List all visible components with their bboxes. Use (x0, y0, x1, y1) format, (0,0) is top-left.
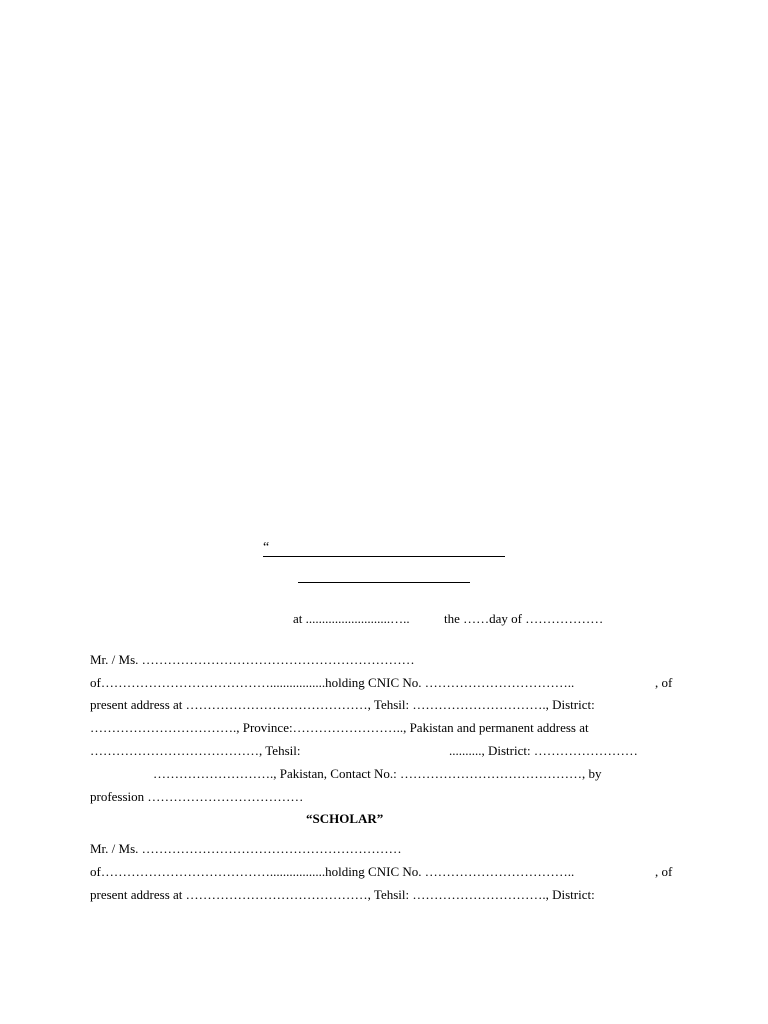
party1-contact-line: ………………………., Pakistan, Contact No.: ……………………………………, by (153, 766, 602, 781)
title-blank-line (263, 556, 505, 557)
party2-present-address-line: present address at ……………………………………, Tehsil: …………………………., District: (90, 887, 595, 902)
party1-name-line: Mr. / Ms. ……………………………………………………… (90, 652, 415, 667)
party1-province-line: ……………………………., Province:…………………….., Pakistan and permanent address at (90, 720, 589, 735)
party1-cnic-line: of………………………………….................holding CNIC No. …………………………….. (90, 675, 575, 690)
party2-cnic-line-end: , of (655, 864, 673, 879)
party1-cnic-line-end: , of (655, 675, 673, 690)
title-open-quote: “ (263, 540, 270, 555)
dateline-day: the ……day of ……………… (444, 611, 604, 626)
subtitle-blank-line (298, 582, 470, 583)
party2-name-line: Mr. / Ms. …………………………………………………… (90, 841, 402, 856)
party1-profession-line: profession ……………………………… (90, 789, 304, 804)
party1-permanent-tehsil-line: …………………………………, Tehsil: (90, 743, 301, 758)
party1-permanent-district-line: .........., District: …………………… (449, 743, 638, 758)
party2-cnic-line: of………………………………….................holding CNIC No. …………………………….. (90, 864, 575, 879)
scholar-label: “SCHOLAR” (306, 811, 384, 826)
party1-present-address-line: present address at ……………………………………, Tehsil: …………………………., District: (90, 697, 595, 712)
dateline-at: at ..........................….. (293, 611, 410, 626)
